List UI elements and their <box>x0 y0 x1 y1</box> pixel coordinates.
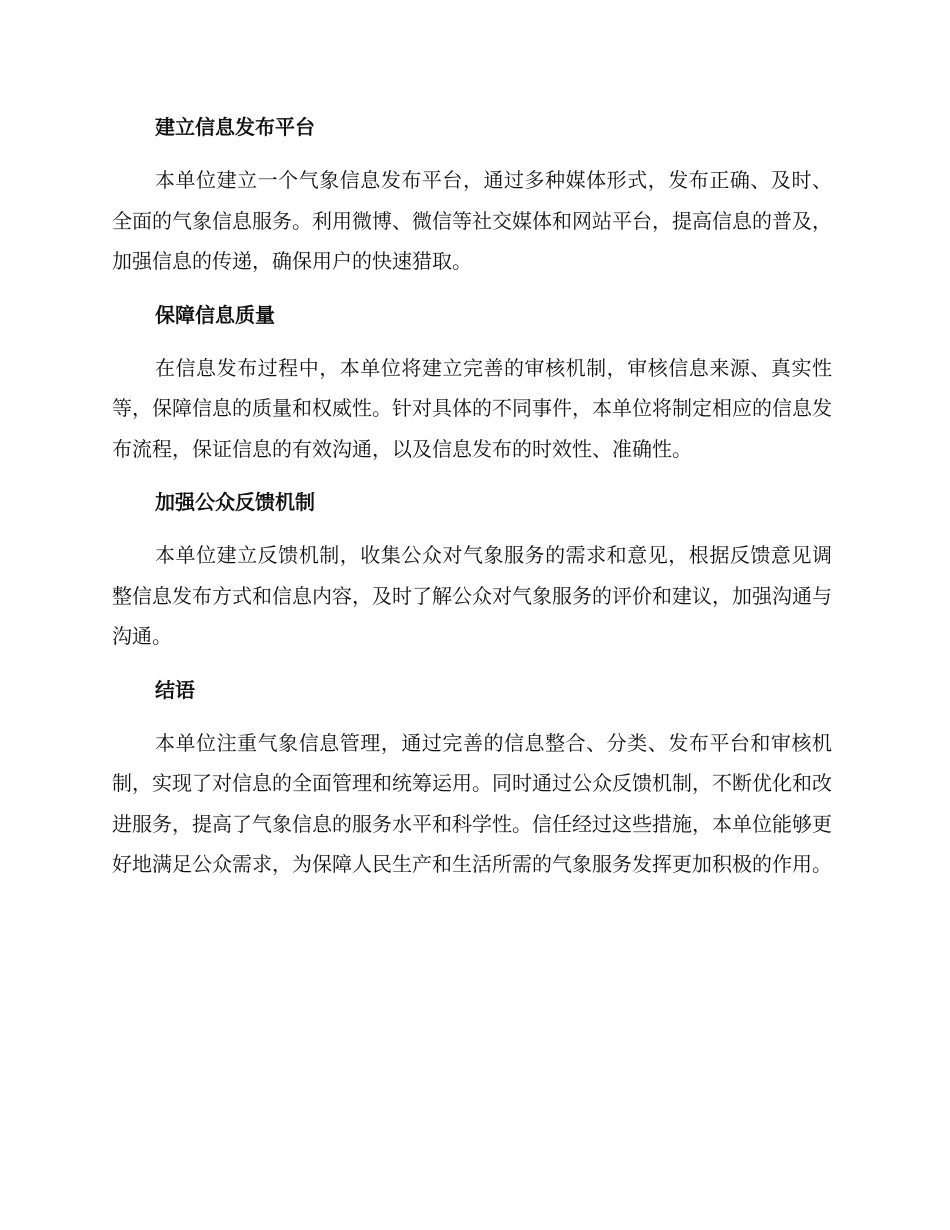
section-heading: 建立信息发布平台 <box>155 115 315 139</box>
section-paragraph: 本单位注重气象信息管理，通过完善的信息整合、分类、发布平台和审核机制，实现了对信息的全面管理和统筹运用。同时通过公众反馈机制，不断优化和改进服务，提高了气象信息的服务水平和科学性。信任经过这些措施，本单位能够更好地满足公众需求，为保障人民生产和生活所需的气象服务发挥更加积极的作用。 <box>112 730 832 876</box>
section-paragraph: 本单位建立一个气象信息发布平台，通过多种媒体形式，发布正确、及时、全面的气象信息服务。利用微博、微信等社交媒体和网站平台，提高信息的普及，加强信息的传递，确保用户的快速猎取。 <box>112 168 832 273</box>
section-paragraph: 本单位建立反馈机制，收集公众对气象服务的需求和意见，根据反馈意见调整信息发布方式和信息内容，及时了解公众对气象服务的评价和建议，加强沟通与沟通。 <box>112 543 832 648</box>
section-conclusion <box>112 671 832 885</box>
section-information-quality <box>112 296 832 470</box>
section-heading: 结语 <box>155 677 195 702</box>
section-heading: 保障信息质量 <box>155 302 275 327</box>
section-paragraph: 在信息发布过程中，本单位将建立完善的审核机制，审核信息来源、真实性等，保障信息的质量和权威性。针对具体的不同事件，本单位将制定相应的信息发布流程，保证信息的有效沟通，以及信息发布的时效性、准确性。 <box>112 355 832 461</box>
section-publish-platform <box>112 108 832 282</box>
section-heading: 加强公众反馈机制 <box>155 490 315 514</box>
section-public-feedback <box>112 483 832 657</box>
